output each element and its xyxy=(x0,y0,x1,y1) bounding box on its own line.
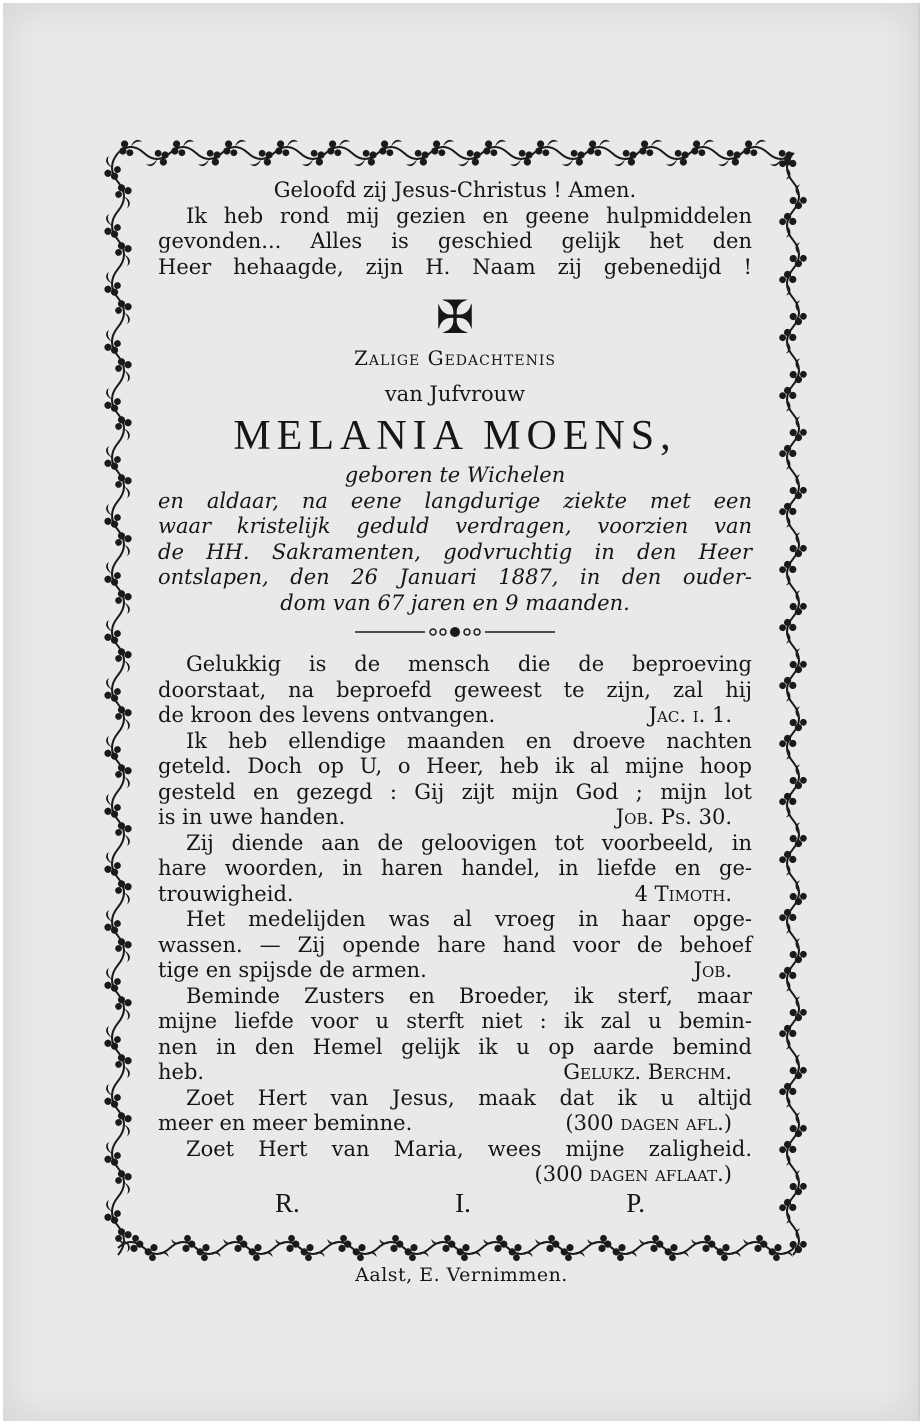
bio-line: de HH. Sakramenten, godvruchtig in den Heer xyxy=(158,539,752,564)
verse-reference: Job. Ps. 30. xyxy=(615,805,732,829)
border-vine xyxy=(118,1242,794,1254)
verse-line: geteld. Doch op U, o Heer, heb ik al mijne hoop xyxy=(158,754,752,778)
verse-reference: (300 dagen aflaat.) xyxy=(534,1162,732,1186)
deceased-name: MELANIA MOENS, xyxy=(233,413,677,459)
verse-block xyxy=(158,831,752,908)
verse-line: Het medelijden was al vroeg in haar opge- xyxy=(186,907,752,931)
verse-reference: Gelukz. Berchm. xyxy=(563,1060,732,1084)
verse-block xyxy=(158,984,752,1086)
verse-line: doorstaat, na beproefd geweest te zijn, zal hij xyxy=(158,677,752,702)
quote-line: Heer hehaagde, zijn H. Naam zij gebenedijd ! xyxy=(158,254,752,279)
bio-line: geboren te Wichelen xyxy=(344,463,566,487)
verse-line: mijne liefde voor u sterft niet : ik zal u bemin- xyxy=(158,1009,752,1033)
verse-block xyxy=(158,729,752,831)
bio-line: dom van 67 jaren en 9 maanden. xyxy=(280,590,630,615)
verse-line: Beminde Zusters en Broeder, ik sterf, maar xyxy=(186,983,752,1008)
rip-initials xyxy=(275,1188,645,1219)
verse-line: wassen. — Zij opende hare hand voor de behoef xyxy=(158,932,752,957)
rip-letter: I. xyxy=(455,1188,471,1218)
memorial-subheading: van Jufvrouw xyxy=(384,381,526,406)
verse-last-line: tige en spijsde de armen. xyxy=(158,958,427,982)
verse-line: nen in den Hemel gelijk ik u op aarde bemind xyxy=(158,1034,752,1059)
verse-closing-line xyxy=(158,703,752,729)
border-vine xyxy=(112,153,124,1255)
verse-closing-line xyxy=(158,1111,752,1137)
verse-block xyxy=(158,1086,752,1137)
verse-line: hare woorden, in haren handel, in liefde en ge- xyxy=(158,856,752,880)
verse-line: Ik heb ellendige maanden en droeve nachten xyxy=(186,728,752,753)
verse-last-line: meer en meer beminne. xyxy=(158,1111,413,1135)
verse-line: Gelukkig is de mensch die de beproeving xyxy=(186,652,752,676)
quote-line: gevonden... Alles is geschied gelijk het den xyxy=(158,229,752,253)
verse-block xyxy=(158,907,752,984)
rip-letter: R. xyxy=(275,1188,300,1218)
verse-reference: 4 Timoth. xyxy=(634,881,732,906)
verse-closing-line xyxy=(158,805,752,831)
opening-acclamation: Geloofd zij Jesus-Christus ! Amen. xyxy=(273,178,637,202)
maltese-cross-icon: ✠ xyxy=(435,290,475,344)
bio-line: en aldaar, na eene langdurige ziekte met een xyxy=(158,488,752,513)
rip-letter: P. xyxy=(626,1188,645,1218)
ornamental-divider xyxy=(355,624,555,640)
verse-line: Zij diende aan de geloovigen tot voorbeeld, in xyxy=(186,830,752,855)
bio-line: ontslapen, den 26 Januari 1887, in den ouder- xyxy=(158,565,752,589)
verse-line: Zoet Hert van Jesus, maak dat ik u altijd xyxy=(186,1085,752,1110)
verse-reference: (300 dagen afl.) xyxy=(565,1111,732,1135)
verse-line: Zoet Hert van Maria, wees mijne zaligheid. xyxy=(186,1136,752,1161)
verse-last-line: de kroon des levens ontvangen. xyxy=(158,703,496,727)
scripture-verses xyxy=(158,652,752,1188)
quote-line: Ik heb rond mij gezien en geene hulpmiddelen xyxy=(186,203,752,228)
verse-last-line: heb. xyxy=(158,1060,205,1084)
verse-block xyxy=(158,1137,752,1188)
biography xyxy=(158,463,752,616)
verse-reference: Jac. i. 1. xyxy=(648,703,732,727)
printer-imprint: Aalst, E. Vernimmen. xyxy=(355,1264,568,1286)
verse-last-line: trouwigheid. xyxy=(158,881,294,906)
verse-closing-line xyxy=(158,1060,752,1086)
verse-line: gesteld en gezegd : Gij zijt mijn God ; mijn lot xyxy=(158,779,752,804)
verse-closing-line xyxy=(158,882,752,908)
card-text xyxy=(158,178,752,1188)
verse-closing-line xyxy=(158,1162,752,1188)
verse-last-line: is in uwe handen. xyxy=(158,805,346,829)
verse-reference: Job. xyxy=(693,958,732,982)
opening-quote xyxy=(158,204,752,281)
verse-closing-line xyxy=(158,958,752,984)
memorial-heading: Zalige Gedachtenis xyxy=(354,346,556,370)
bio-line: waar kristelijk geduld verdragen, voorzien van xyxy=(158,514,752,538)
verse-block xyxy=(158,652,752,729)
